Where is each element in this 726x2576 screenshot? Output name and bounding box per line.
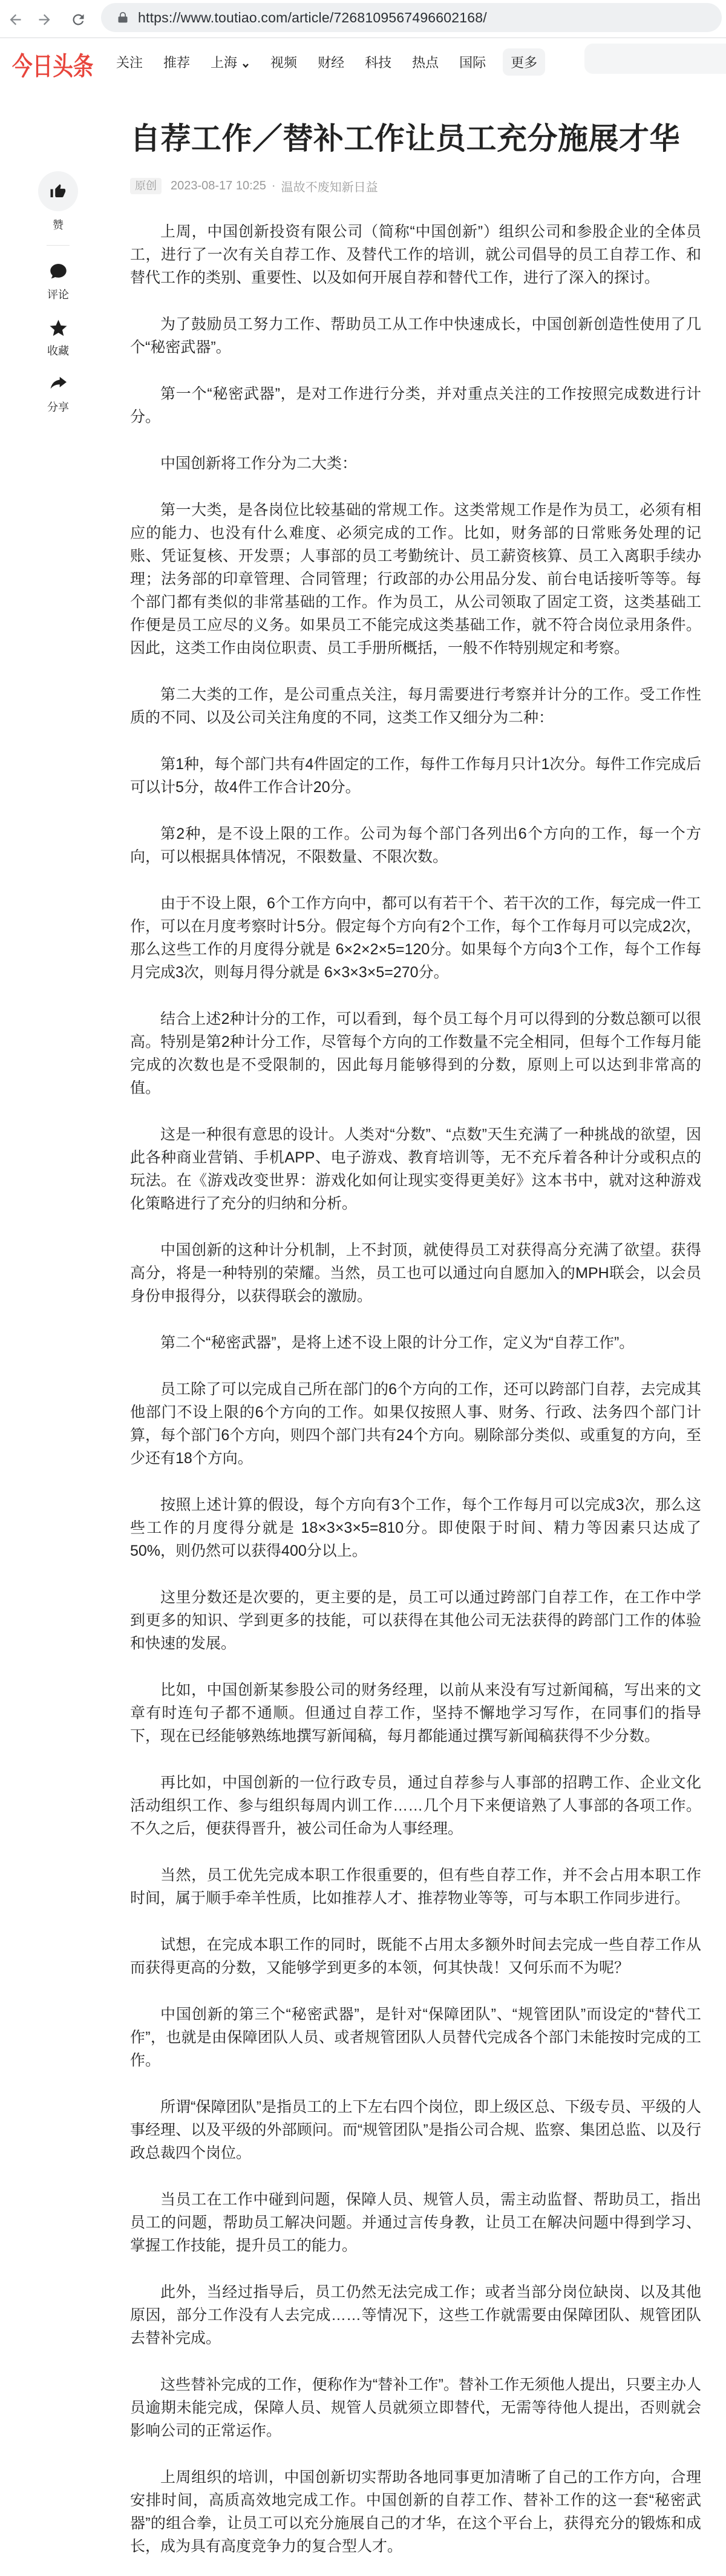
browser-chrome (0, 0, 726, 38)
back-icon[interactable] (5, 9, 25, 30)
article-paragraph: 中国创新将工作分为二大类： (160, 455, 358, 472)
article-paragraph: 中国创新的这种计分机制，上不封顶，就使得员工对获得高分充满了欲望。获得高分，将是一种特别的荣耀。当然，员工也可以通过向自愿加入的MPH联会，以会员身份申报得分，以获得联会的激励。 (130, 1242, 701, 1305)
article-paragraph: 再比如，中国创新的一位行政专员，通过自荐参与人事部的招聘工作、企业文化活动组织工作、参与组织每周内训工作……几个月下来便谙熟了人事部的各项工作。不久之后，便获得晋升，被公司任命为人事经理。 (130, 1774, 701, 1837)
article-paragraph: 此外，当经过指导后，员工仍然无法完成工作；或者当部分岗位缺岗、以及其他原因，部分工作没有人去完成……等情况下，这些工作就需要由保障团队、规管团队去替补完成。 (130, 2284, 701, 2347)
article (130, 119, 701, 2576)
comment-button[interactable] (47, 262, 69, 302)
url-text: https://www.toutiao.com/article/7268109567496602168/ (138, 9, 487, 25)
nav-item-finance[interactable]: 财经 (318, 54, 345, 70)
article-paragraph: 结合上述2种计分的工作，可以看到，每个员工每个月可以得到的分数总额可以很高。特别是第2种计分工作，尽管每个方向的工作数量不完全相同，但每个工作每月能完成的次数也是不受限制的，因此每月能够得到的分数，原则上可以达到非常高的值。 (130, 1011, 701, 1096)
nav-item-hot[interactable]: 热点 (412, 54, 439, 70)
article-paragraph: 这些替补完成的工作，便称作为“替补工作”。替补工作无须他人提出，只要主办人员逾期未能完成，保障人员、规管人员就须立即替代，无需等待他人提出，否则就会影响公司的正常运作。 (130, 2376, 701, 2439)
share-icon (48, 375, 68, 395)
star-icon (48, 318, 68, 338)
original-badge: 原创 (130, 178, 162, 195)
comment-icon (48, 262, 68, 282)
like-button[interactable] (38, 171, 78, 211)
favorite-label: 收藏 (47, 345, 69, 357)
article-paragraph: 为了鼓励员工努力工作、帮助员工从工作中快速成长，中国创新创造性使用了几个“秘密武器”。 (130, 316, 701, 356)
article-paragraph: 第一个“秘密武器”，是对工作进行分类，并对重点关注的工作按照完成数进行计分。 (130, 385, 701, 425)
reload-icon[interactable] (68, 9, 88, 30)
like-label: 赞 (53, 219, 64, 231)
article-paragraph: 这里分数还是次要的，更主要的是，员工可以通过跨部门自荐工作，在工作中学到更多的知识、学到更多的技能，可以获得在其他公司无法获得的跨部门工作的体验和快速的发展。 (130, 1589, 701, 1652)
toutiao-logo[interactable]: 今日头条 (12, 52, 94, 80)
article-paragraph: 当然，员工优先完成本职工作很重要的，但有些自荐工作，并不会占用本职工作时间，属于顺手牵羊性质，比如推荐人才、推荐物业等等，可与本职工作同步进行。 (130, 1867, 701, 1907)
article-paragraph: 所谓“保障团队”是指员工的上下左右四个岗位，即上级区总、下级专员、平级的人事经理、以及平级的外部顾问。而“规管团队”是指公司合规、监察、集团总监、以及行政总裁四个岗位。 (130, 2099, 701, 2161)
article-paragraph: 员工除了可以完成自己所在部门的6个方向的工作，还可以跨部门自荐，去完成其他部门不设上限的6个方向的工作。如果仅按照人事、财务、行政、法务四个部门计算，每个部门6个方向，则四个部门共有24个方向。剔除部分类似、或重复的方向，至少还有18个方向。 (130, 1381, 701, 1467)
author-name[interactable]: 温故不废知新日益 (281, 181, 378, 194)
article-content (130, 220, 701, 2558)
sidebar-divider (47, 245, 70, 246)
article-paragraph: 第1种，每个部门共有4件固定的工作，每件工作每月只计1次分。每件工作完成后可以计5分，故4件工作合计20分。 (130, 756, 701, 796)
article-paragraph: 比如，中国创新某参股公司的财务经理，以前从来没有写过新闻稿，写出来的文章有时连句子都不通顺。但通过自荐工作，坚持不懈地学习写作，在同事们的指导下，现在已经能够熟练地撰写新闻稿，每月都能通过撰写新闻稿获得不少分数。 (130, 1682, 701, 1745)
article-paragraph: 这是一种很有意思的设计。人类对“分数”、“点数”天生充满了一种挑战的欲望，因此各种商业营销、手机APP、电子游戏、教育培训等，无不充斥着各种计分或积点的玩法。在《游戏改变世界：游戏化如何让现实变得更美好》这本书中，就对这种游戏化策略进行了充分的归纳和分析。 (130, 1126, 701, 1212)
article-paragraph: 由于不设上限，6个工作方向中，都可以有若干个、若干次的工作，每完成一件工作，可以在月度考察时计5分。假定每个方向有2个工作，每个工作每月可以完成2次，那么这些工作的月度得分就是 6×2×2×5=120分。如果每个方向3个工作，每个工作每月完成3次，则每月得分就是 6×3×3×5=270分。 (130, 895, 701, 981)
forward-icon[interactable] (34, 9, 54, 30)
nav-item-follow[interactable]: 关注 (116, 54, 143, 70)
article-paragraph: 第二大类的工作，是公司重点关注，每月需要进行考察并计分的工作。受工作性质的不同、以及公司关注角度的不同，这类工作又细分为二种： (130, 686, 701, 726)
article-meta (130, 177, 701, 195)
thumbs-up-icon (49, 182, 67, 200)
nav-item-more[interactable]: 更多 (503, 48, 545, 76)
article-paragraph: 上周组织的培训，中国创新切实帮助各地同事更加清晰了自己的工作方向，合理安排时间，高质高效地完成工作。中国创新的自荐工作、替补工作的这一套“秘密武器”的组合拳，让员工可以充分施展自己的才华，在这个平台上，获得充分的锻炼和成长，成为具有高度竞争力的复合型人才。 (130, 2469, 701, 2555)
share-label: 分享 (47, 401, 69, 413)
nav-item-city[interactable]: 上海 (211, 53, 250, 71)
lock-icon (117, 11, 129, 24)
action-sidebar (36, 171, 80, 415)
nav-item-tech[interactable]: 科技 (365, 54, 392, 70)
meta-separator: · (271, 179, 276, 192)
favorite-button[interactable] (47, 318, 69, 358)
comment-label: 评论 (47, 289, 69, 301)
publish-date: 2023-08-17 10:25 (171, 179, 266, 192)
main-nav (116, 38, 545, 85)
nav-item-international[interactable]: 国际 (459, 54, 486, 70)
nav-item-video[interactable]: 视频 (270, 54, 298, 70)
article-title: 自荐工作／替补工作让员工充分施展才华 (130, 122, 680, 156)
nav-item-recommend[interactable]: 推荐 (163, 54, 191, 70)
article-paragraph: 当员工在工作中碰到问题，保障人员、规管人员，需主动监督、帮助员工，指出员工的问题，帮助员工解决问题。并通过言传身教，让员工在解决问题中得到学习、掌握工作技能，提升员工的能力。 (130, 2191, 701, 2254)
chevron-down-icon (241, 57, 250, 66)
search-box[interactable] (584, 44, 726, 74)
article-paragraph: 按照上述计算的假设，每个方向有3个工作，每个工作每月可以完成3次，那么这些工作的月度得分就是 18×3×3×5=810分。即使限于时间、精力等因素只达成了50%，则仍然可以获得400分以上。 (130, 1496, 701, 1559)
article-paragraph: 第二个“秘密武器”，是将上述不设上限的计分工作，定义为“自荐工作”。 (160, 1334, 635, 1351)
share-button[interactable] (47, 375, 69, 415)
site-header (0, 38, 726, 85)
article-paragraph: 第一大类，是各岗位比较基础的常规工作。这类常规工作是作为员工，必须有相应的能力、也没有什么难度、必须完成的工作。比如，财务部的日常账务处理的记账、凭证复核、开发票；人事部的员工考勤统计、员工薪资核算、员工入离职手续办理；法务部的印章管理、合同管理；行政部的办公用品分发、前台电话接听等等。每个部门都有类似的非常基础的工作。作为员工，从公司领取了固定工资，这类基础工作便是员工应尽的义务。如果员工不能完成这类基础工作，就不符合岗位录用条件。因此，这类工作由岗位职责、员工手册所概括，一般不作特别规定和考察。 (130, 502, 701, 657)
article-paragraph: 试想，在完成本职工作的同时，既能不占用太多额外时间去完成一些自荐工作从而获得更高的分数，又能够学到更多的本领，何其快哉！又何乐而不为呢？ (130, 1936, 701, 1976)
article-paragraph: 第2种，是不设上限的工作。公司为每个部门各列出6个方向的工作，每一个方向，可以根据具体情况，不限数量、不限次数。 (130, 825, 701, 865)
article-paragraph: 上周，中国创新投资有限公司（简称“中国创新”）组织公司和参股企业的全体员工，进行了一次有关自荐工作、及替代工作的培训，就公司倡导的员工自荐工作、和替代工作的类别、重要性、以及如何开展自荐和替代工作，进行了深入的探讨。 (130, 223, 701, 286)
url-bar[interactable] (101, 3, 722, 32)
article-paragraph: 中国创新的第三个“秘密武器”，是针对“保障团队”、“规管团队”而设定的“替代工作”，也就是由保障团队人员、或者规管团队人员替代完成各个部门未能按时完成的工作。 (130, 2006, 701, 2069)
